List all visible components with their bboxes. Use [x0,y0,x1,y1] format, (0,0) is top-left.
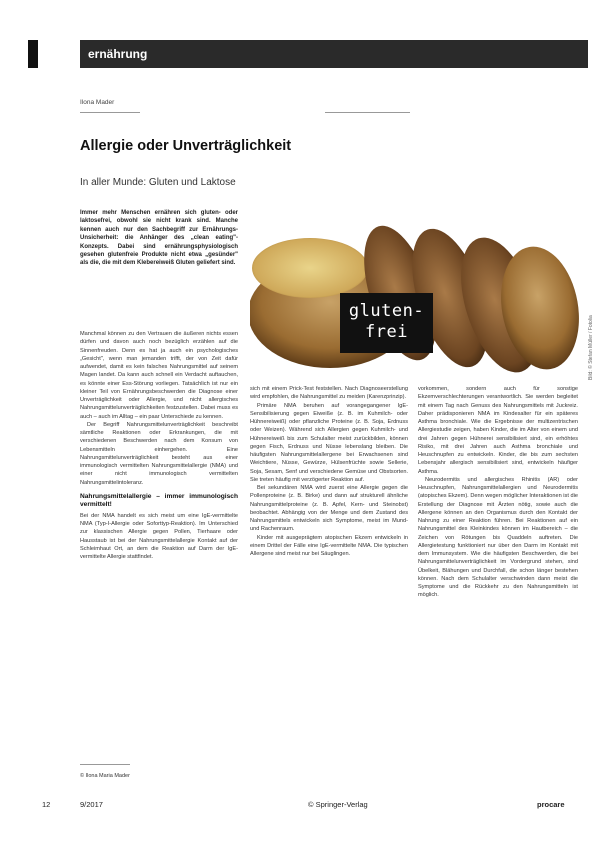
publisher: © Springer-Verlag [308,800,368,809]
paragraph: Der Begriff Nahrungsmittelunverträglichkeit beschreibt sämtliche Reaktionen oder Erkrankungen, die mit verschiedenen Beschwerden nach dem Konsum von Lebensmitteln einhergehen. Eine Nahrungsmittelunverträglichkeit besteht aus einer immunologisch vermittelten Nahrungsmittelallergie (NMA) und einer nicht immunologisch vermittelten Nahrungsmittelintoleranz. [80,421,238,486]
page-number: 12 [42,800,51,809]
issue: 9/2017 [80,800,103,809]
journal-name: procare [537,800,565,809]
gluten-free-line1: gluten- [348,301,425,321]
gluten-free-label [340,293,433,353]
footnote-rule [80,764,130,765]
column-1 [80,330,238,755]
column-2 [250,385,408,783]
article-subtitle: In aller Munde: Gluten und Laktose [80,177,236,188]
paragraph: Neurodermitis und allergisches Rhinitis (AR) oder Heuschnupfen, Nahrungsmittelallergien und Neurodermitis (atopisches Ekzem). Denn wegen möglicher Interaktionen ist die Erstellung der Diagnose mit Ärzten nötig, sowie auch die Allergene können an den Organismus durch den Kontakt der Nahrung zu einer Reaktion führen. Bei Reaktionen auf ein Nahrungsmittel des Kleinkindes können im Hautbereich – die Zeichen von Rötungen bis Quaddeln auftreten. Die Allergietestung funktioniert nur über den Darm im Kontakt mit dem Immunsystem. Wie die häufigsten Beschwerden, die bei Nahrungsmittelunverträglichkeit im Vordergrund stehen, sind Übelkeit, Blähungen und Durchfall, die schon länger bestehen können. Nach dem Schulalter verschwinden dann meist die Symptome und die Rückkehr zu den Nahrungsmitteln ist möglich. [418,476,578,599]
section-marker [28,40,38,68]
paragraph: Kinder mit ausgeprägtem atopischen Ekzem entwickeln in einem Drittel der Fälle eine IgE-vermittelte NMA. Die typischen Allergene sind meist nur bei Säuglingen. [250,534,408,557]
section-header [80,40,588,68]
author: Ilona Mader [80,99,115,106]
paragraph: vorkommen, sondern auch für sonstige Ekzemverschlechterungen verantwortlich. Sie werden begleitet mit einem Tag nach Genuss des Nahrungsmittels mit Juckreiz. Daher prädisponieren NMA im Kindesalter für ein späteres Asthma bronchiale. Wie die Ergebnisse der multizentrischen Allergiestudie zeigen, haben Kinder, die im Alter von einem und drei Jahren gegen Hühnerei sensibilisiert sind, ein erhöhtes Risiko, mit drei Jahren auch Asthma bronchiale und Heuschnupfen zu entwickeln. Kinder, die bis zum sechsten Lebensjahr allergisch sensibilisiert sind, entwickeln häufiger Asthma. [418,386,578,475]
article-title: Allergie oder Unverträglichkeit [80,138,292,154]
photo-credit: Bild: © Stefan Müller / Fotolia [588,315,594,380]
article-intro: Immer mehr Menschen ernähren sich gluten- oder laktosefrei, obwohl sie nicht krank sind. Manche kennen auch nur den Sachbegriff zur Ernährungs-Unsicherheit: die Anhänger des „clean eating"-Konzepts. Dabei sind ernährungsphysiologisch gesehen glutenfreie Produkte nicht etwa „gesünder" als die, die mit dem Klebereiweiß Gluten geliefert sind. [80,210,238,267]
gluten-free-line2: frei [365,322,408,342]
paragraph: Primäre NMA beruhen auf vorangegangener IgE-Sensibilisierung gegen Eiweiße (z. B. im Kuhmilch- oder Hühnereiweiß) oder pflanzliche Proteine (z. B. Soja, Erdnuss oder Weizen). Während sich Allergien gegen Kuhmilch- und Hühnereiweiß bis zum Schulalter meist zurückbilden, können gegen Fisch, Erdnuss und Nüsse lebenslang bleiben. Die häufigsten Nahrungsmittelallergene bei Erwachsenen sind Weichtiere, Nüsse, Gewürze, Hülsenfrüchte sowie Sellerie, Soja, Sesam, Senf und verschiedene Gemüse und Obstsorten. Sie treten häufig mit verzögerter Reaktion auf. [250,402,408,483]
subheading: Nahrungsmittelallergie – immer immunologisch vermittelt! [80,492,238,508]
paragraph: sich mit einem Prick-Test feststellen. Nach Diagnoseerstellung wird empfohlen, die Nahrungsmittel zu meiden (Karenzprinzip). [250,386,408,401]
section-label: ernährung [88,47,148,61]
column-3 [418,385,578,783]
paragraph: Bei sekundären NMA wird zuerst eine Allergie gegen die Pollenproteine (z. B. Birke) und dann auf strukturell ähnliche Nahrungsmittelproteine (z. B. Apfel, Kern- und Steinobst) beobachtet. Abhängig von der Menge und dem Zustand des Nahrungsmittels entwickeln sich Symptome, meist im Mund- und Rachenraum. [250,485,408,533]
divider [80,112,140,113]
divider [325,112,410,113]
footnote: © Ilona Maria Mader [80,773,130,779]
paragraph: Manchmal können zu den Vertrauen die äußeren nichts essen dürfen und davon auch noch bezüglich erzählen auf die Sinnenfreuden. Denn es hat ja auch ein psychologisches „Gesicht", wenn man jemanden trifft, der von Zeit dafür aufwendet, damit es kein falsches Nahrungsmittel auf seinem Magen landet. Da kann auch schnell ein Verdacht auftauchen, es könnte einer Ess-Störung vorliegen. Tatsächlich ist nur ein kleiner Teil von Ernährungsbeschwerden die Diagnose einer Unverträglichkeit oder Allergie, und nicht allergisches Nahrungsmittelunverträglichkeiten festzustellen. Dabei muss es auch – auch im Alltag – ein paar Unterschiede zu kennen. [80,331,238,420]
paragraph: Bei der NMA handelt es sich meist um eine IgE-vermittelte NMA (Typ-I-Allergie oder Soforttyp-Reaktion). Im Unterschied zur klassischen Allergie gegen Pollen, Tierhaare oder Hausstaub ist bei der Nahrungsmittelallergie Kontakt auf der Schleimhaut Ort, an dem die Reaktion auf Darm der IgE-vermittelte Allergie stattfindet. [80,512,238,560]
